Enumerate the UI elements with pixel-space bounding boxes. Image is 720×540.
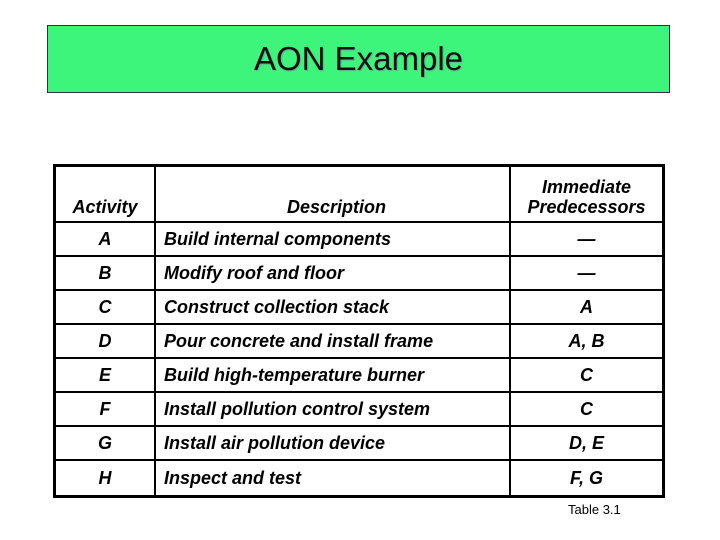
table-row — [55, 460, 664, 497]
predecessors-cell: C — [510, 392, 664, 426]
slide-title: AON Example — [253, 40, 464, 77]
predecessors-cell: — — [510, 222, 664, 256]
predecessors-cell: A, B — [510, 324, 664, 358]
table-row — [55, 426, 664, 460]
activity-cell: B — [55, 256, 156, 290]
description-cell: Pour concrete and install frame — [155, 324, 510, 358]
table-row — [55, 290, 664, 324]
activity-table — [53, 164, 665, 498]
description-cell: Install pollution control system — [155, 392, 510, 426]
activity-cell: F — [55, 392, 156, 426]
predecessors-cell: A — [510, 290, 664, 324]
table-row — [55, 358, 664, 392]
header-activity: Activity — [55, 166, 156, 223]
table-row — [55, 392, 664, 426]
activity-cell: A — [55, 222, 156, 256]
activity-cell: E — [55, 358, 156, 392]
table-caption: Table 3.1 — [568, 502, 621, 517]
predecessors-cell: — — [510, 256, 664, 290]
header-description: Description — [155, 166, 510, 223]
header-predecessors-line1: Immediate — [541, 177, 632, 197]
activity-cell: C — [55, 290, 156, 324]
description-cell: Construct collection stack — [155, 290, 510, 324]
predecessors-cell: C — [510, 358, 664, 392]
table-header-row — [55, 166, 664, 223]
predecessors-cell: D, E — [510, 426, 664, 460]
activity-cell: H — [55, 460, 156, 497]
description-cell: Build high-temperature burner — [155, 358, 510, 392]
description-cell: Install air pollution device — [155, 426, 510, 460]
description-cell: Build internal components — [155, 222, 510, 256]
header-predecessors-line2: Predecessors — [527, 197, 646, 217]
table-row — [55, 324, 664, 358]
activity-cell: D — [55, 324, 156, 358]
title-banner — [47, 25, 670, 93]
predecessors-cell: F, G — [510, 460, 664, 497]
description-cell: Inspect and test — [155, 460, 510, 497]
header-predecessors — [510, 166, 664, 223]
table-row — [55, 256, 664, 290]
description-cell: Modify roof and floor — [155, 256, 510, 290]
activity-cell: G — [55, 426, 156, 460]
table-row — [55, 222, 664, 256]
